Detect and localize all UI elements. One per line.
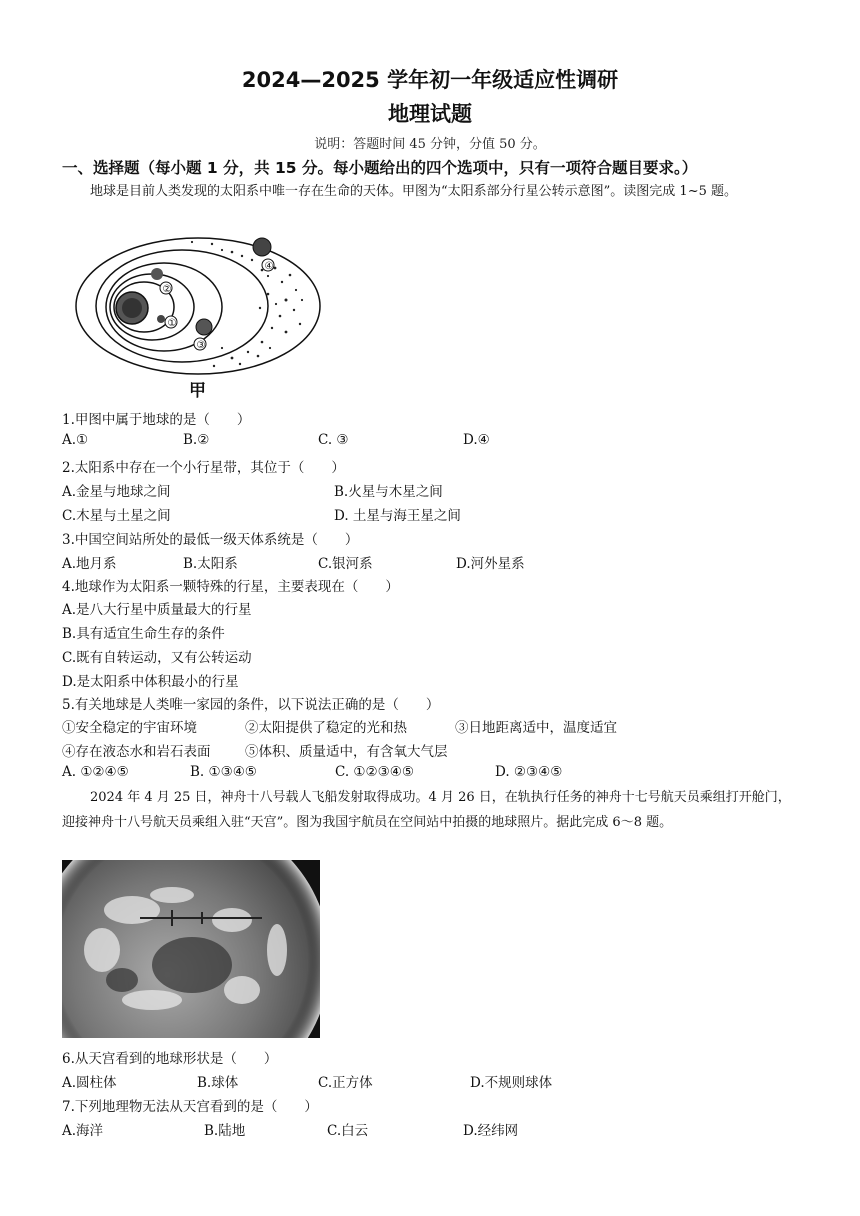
q3-option-b[interactable]: B.太阳系 (183, 556, 238, 572)
section-heading: 一、选择题（每小题 1 分，共 15 分。每小题给出的四个选项中，只有一项符合题目要求。） (62, 159, 698, 177)
q1-option-a[interactable]: A.① (62, 432, 89, 448)
q2-stem: 2.太阳系中存在一个小行星带，其位于（ ） (62, 460, 345, 476)
passage-2: 2024 年 4 月 25 日，神舟十八号载人飞船发射取得成功。4 月 26 日，在轨执行任务的神舟十七号航天员乘组打开舱门，迎接神舟十八号航天员乘组入驻“天宫”。图为我国宇航员在空间站中拍摄的地球照片。据此完成 6～8 题。 (62, 790, 791, 830)
label-4: ④ (264, 261, 274, 272)
q4-option-b[interactable]: B.具有适宜生命生存的条件 (62, 626, 225, 642)
q2-option-d[interactable]: D. 土星与海王星之间 (334, 508, 461, 524)
q5-option-a[interactable]: A. ①②④⑤ (62, 764, 129, 780)
figure-caption: 甲 (189, 381, 206, 401)
q6-stem: 6.从天宫看到的地球形状是（ ） (62, 1051, 278, 1067)
q5-statement-1: ①安全稳定的宇宙环境 (62, 720, 197, 736)
q4-option-a[interactable]: A.是八大行星中质量最大的行星 (62, 602, 252, 618)
label-3: ③ (196, 340, 206, 351)
q6-option-a[interactable]: A.圆柱体 (62, 1075, 117, 1091)
q3-option-a[interactable]: A.地月系 (62, 556, 117, 572)
q5-statement-4: ④存在液态水和岩石表面 (62, 744, 211, 760)
exam-subject: 地理试题 (388, 102, 472, 126)
q6-option-c[interactable]: C.正方体 (318, 1075, 373, 1091)
q7-option-c[interactable]: C.白云 (327, 1123, 369, 1139)
q5-statement-5: ⑤体积、质量适中，有含氧大气层 (245, 744, 448, 760)
q7-option-b[interactable]: B.陆地 (204, 1123, 246, 1139)
earth-photo (62, 860, 320, 1038)
planet-saturn (253, 238, 271, 256)
q1-option-d[interactable]: D.④ (463, 432, 490, 448)
planet-venus (151, 268, 163, 280)
exam-note: 说明：答题时间 45 分钟，分值 50 分。 (314, 137, 546, 152)
q6-option-d[interactable]: D.不规则球体 (470, 1075, 553, 1091)
q5-statement-3: ③日地距离适中，温度适宜 (455, 720, 617, 736)
q2-option-b[interactable]: B.火星与木星之间 (334, 484, 443, 500)
solar-system-figure (72, 230, 324, 402)
q6-option-b[interactable]: B.球体 (197, 1075, 239, 1091)
label-1: ① (167, 318, 177, 329)
label-2: ② (162, 284, 172, 295)
q5-option-c[interactable]: C. ①②③④⑤ (335, 764, 414, 780)
q5-option-b[interactable]: B. ①③④⑤ (190, 764, 257, 780)
q7-stem: 7.下列地理物无法从天宫看到的是（ ） (62, 1099, 318, 1115)
q2-option-a[interactable]: A.金星与地球之间 (62, 484, 171, 500)
q7-option-d[interactable]: D.经纬网 (463, 1123, 519, 1139)
planet-jupiter (196, 319, 212, 335)
passage-1: 地球是目前人类发现的太阳系中唯一存在生命的天体。甲图为“太阳系部分行星公转示意图”。读图完成 1~5 题。 (90, 184, 737, 199)
q2-option-c[interactable]: C.木星与土星之间 (62, 508, 171, 524)
q5-option-d[interactable]: D. ②③④⑤ (495, 764, 563, 780)
q3-stem: 3.中国空间站所处的最低一级天体系统是（ ） (62, 532, 359, 548)
q7-option-a[interactable]: A.海洋 (62, 1123, 104, 1139)
exam-title: 2024—2025 学年初一年级适应性调研 (241, 68, 619, 92)
q1-stem: 1.甲图中属于地球的是（ ） (62, 412, 251, 428)
planet-mercury (157, 315, 165, 323)
q3-option-d[interactable]: D.河外星系 (456, 556, 525, 572)
q1-option-b[interactable]: B.② (183, 432, 210, 448)
q3-option-c[interactable]: C.银河系 (318, 556, 373, 572)
q1-option-c[interactable]: C. ③ (318, 432, 349, 448)
q5-stem: 5.有关地球是人类唯一家园的条件，以下说法正确的是（ ） (62, 697, 440, 713)
q4-stem: 4.地球作为太阳系一颗特殊的行星，主要表现在（ ） (62, 579, 399, 595)
q4-option-c[interactable]: C.既有自转运动，又有公转运动 (62, 650, 252, 666)
outer-orbit (76, 238, 320, 374)
q4-option-d[interactable]: D.是太阳系中体积最小的行星 (62, 674, 239, 690)
q5-statement-2: ②太阳提供了稳定的光和热 (245, 720, 407, 736)
